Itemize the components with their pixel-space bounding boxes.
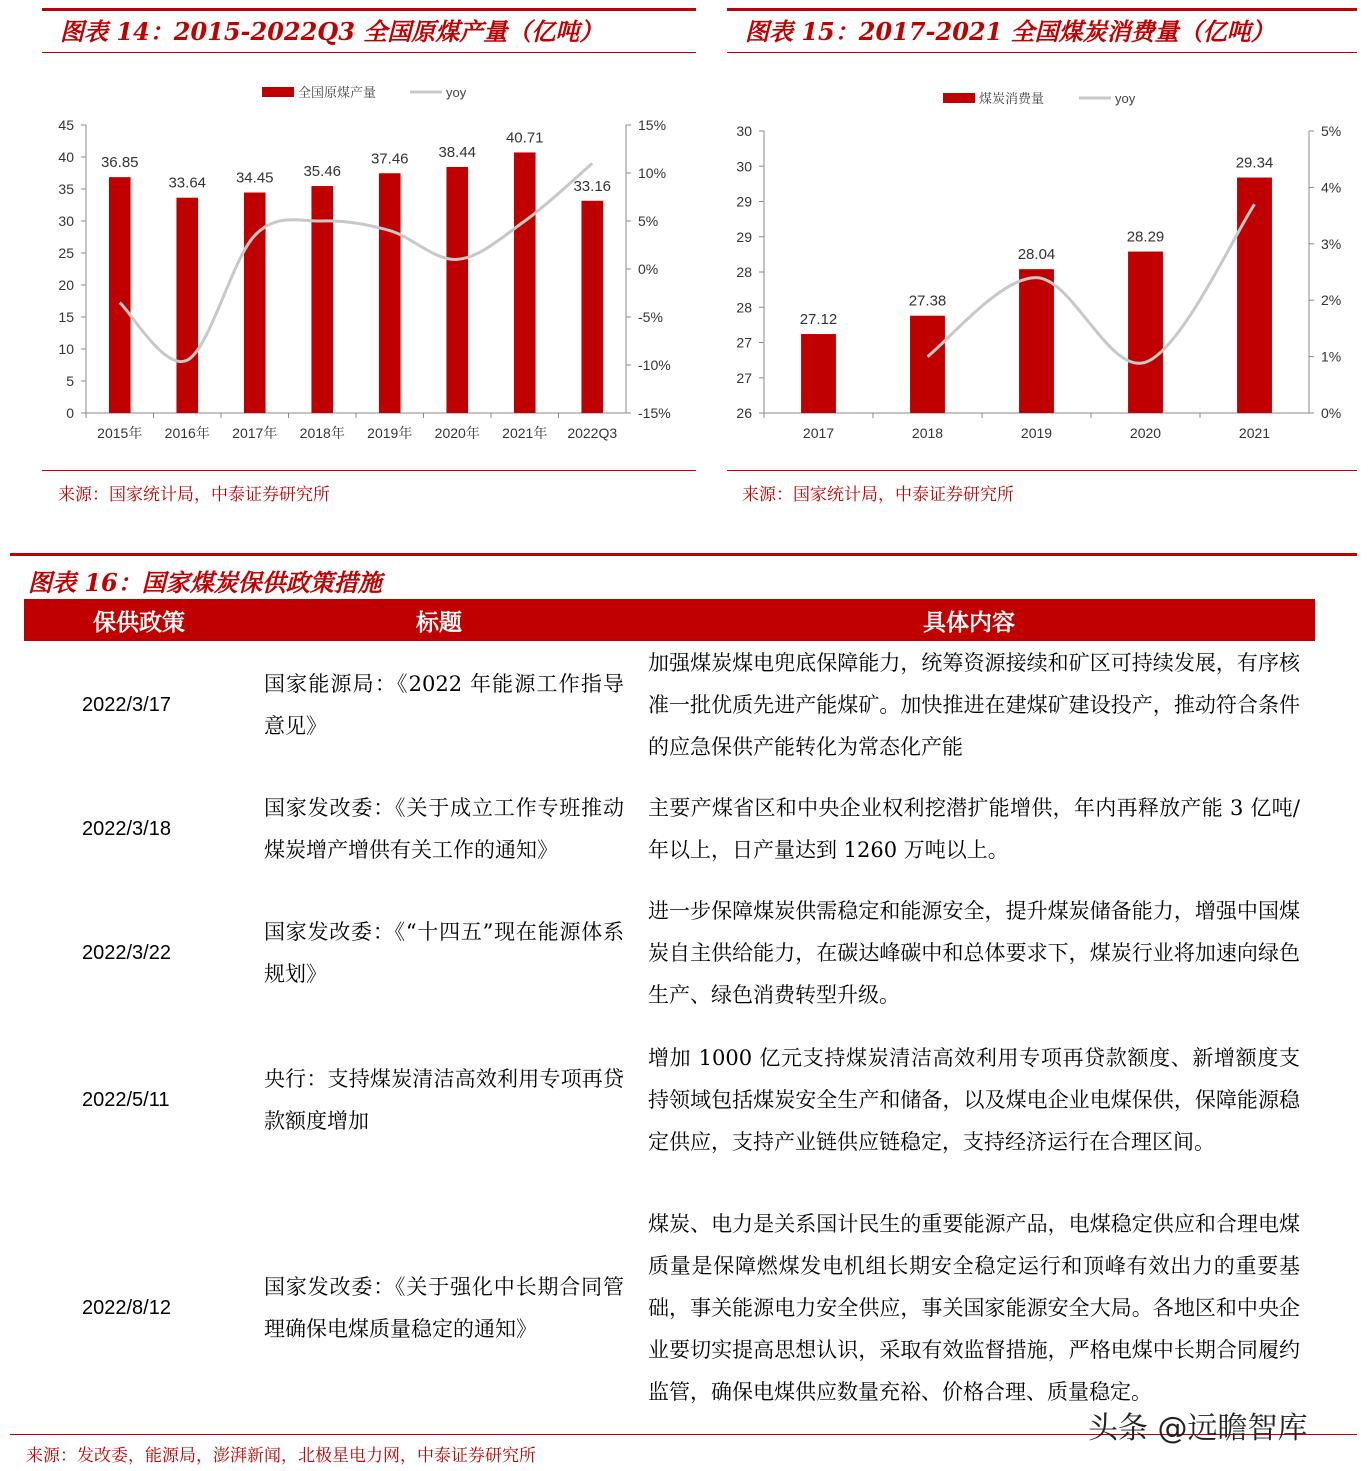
bar bbox=[244, 193, 266, 413]
fig14-source: 来源：国家统计局，中泰证券研究所 bbox=[58, 485, 330, 505]
fig15-source: 来源：国家统计局，中泰证券研究所 bbox=[742, 485, 1014, 505]
y-tick-label: 26 bbox=[736, 405, 752, 421]
fig16-source: 来源：发改委，能源局，澎湃新闻，北极星电力网，中泰证券研究所 bbox=[26, 1446, 536, 1466]
fig14-bottom-rule bbox=[42, 470, 696, 471]
x-tick-label: 2016年 bbox=[164, 425, 210, 441]
bar-value-label: 33.16 bbox=[573, 177, 612, 195]
table-row bbox=[24, 642, 1315, 768]
bar-value-label: 38.44 bbox=[438, 143, 477, 161]
legend-bar-swatch bbox=[943, 93, 975, 103]
y-tick-label: 30 bbox=[736, 123, 752, 139]
row-title: 国家发改委：《“十四五”现在能源体系规划》 bbox=[264, 920, 624, 986]
fig16-top-rule bbox=[10, 553, 1357, 556]
y2-tick-label: 1% bbox=[1321, 348, 1342, 365]
bar-value-label: 35.46 bbox=[303, 163, 342, 181]
x-tick-label: 2020年 bbox=[434, 425, 480, 441]
row-title: 国家发改委：《关于强化中长期合同管理确保电煤质量稳定的通知》 bbox=[264, 1275, 624, 1341]
fig15-title: 图表 15：2017-2021 全国煤炭消费量（亿吨） bbox=[745, 17, 1275, 46]
y-tick-label: 28 bbox=[736, 264, 752, 280]
y-tick-label: 27 bbox=[736, 369, 752, 386]
y2-tick-label: -5% bbox=[638, 309, 663, 325]
y-tick-label: 27 bbox=[736, 334, 752, 351]
row-date: 2022/5/11 bbox=[82, 1088, 170, 1111]
bar bbox=[1128, 252, 1163, 413]
header-content: 具体内容 bbox=[923, 608, 1015, 636]
y-tick-label: 25 bbox=[58, 245, 74, 261]
table-row bbox=[24, 890, 1315, 1016]
row-title: 国家能源局：《2022 年能源工作指导意见》 bbox=[264, 672, 624, 738]
y-tick-label: 40 bbox=[58, 149, 74, 165]
y-tick-label: 28 bbox=[736, 299, 752, 316]
y-tick-label: 10 bbox=[58, 341, 74, 357]
y-tick-label: 45 bbox=[58, 117, 74, 133]
fig15-top-rule bbox=[727, 8, 1357, 11]
row-date: 2022/3/17 bbox=[82, 693, 171, 716]
bar-value-label: 27.12 bbox=[799, 311, 838, 329]
legend-line-label: yoy bbox=[1115, 91, 1136, 106]
bar bbox=[109, 177, 131, 413]
row-date: 2022/3/22 bbox=[82, 941, 171, 964]
y2-tick-label: 4% bbox=[1321, 179, 1342, 196]
fig14-chart bbox=[42, 60, 696, 470]
bar bbox=[1019, 269, 1054, 413]
header-title: 标题 bbox=[416, 608, 462, 636]
fig15-chart bbox=[727, 60, 1357, 470]
x-tick-label: 2022Q3 bbox=[567, 425, 618, 441]
x-tick-label: 2015年 bbox=[97, 425, 143, 441]
legend-bar-label: 煤炭消费量 bbox=[979, 91, 1045, 106]
fig14-title: 图表 14：2015-2022Q3 全国原煤产量（亿吨） bbox=[60, 17, 604, 46]
fig14-title-rule bbox=[42, 52, 696, 53]
table-header bbox=[24, 599, 1315, 641]
y2-tick-label: 5% bbox=[638, 213, 659, 229]
fig15-title-rule bbox=[727, 52, 1357, 53]
y2-tick-label: 3% bbox=[1321, 235, 1342, 252]
table-row bbox=[24, 766, 1315, 892]
y2-tick-label: 0% bbox=[638, 261, 659, 277]
row-content: 加强煤炭煤电兜底保障能力，统筹资源接续和矿区可持续发展，有序核准一批优质先进产能煤矿。加快推进在建煤矿建设投产，推动符合条件的应急保供产能转化为常态化产能 bbox=[648, 651, 1300, 759]
bar bbox=[581, 201, 603, 413]
bar-value-label: 40.71 bbox=[505, 129, 544, 147]
x-tick-label: 2021年 bbox=[502, 425, 548, 441]
bar-value-label: 28.04 bbox=[1017, 246, 1056, 264]
bar bbox=[514, 152, 536, 413]
watermark: 头条 @远瞻智库 bbox=[1088, 1411, 1308, 1446]
y2-tick-label: 5% bbox=[1321, 123, 1342, 139]
row-date: 2022/8/12 bbox=[82, 1296, 171, 1319]
row-content: 增加 1000 亿元支持煤炭清洁高效利用专项再贷款额度、新增额度支持领域包括煤炭安全生产和储备，以及煤电企业电煤保供，保障能源稳定供应，支持产业链供应链稳定，支持经济运行在合理区间。 bbox=[648, 1046, 1300, 1154]
bar bbox=[446, 167, 468, 413]
y-tick-label: 20 bbox=[58, 277, 74, 293]
bar-value-label: 28.29 bbox=[1126, 228, 1165, 246]
legend-line-label: yoy bbox=[446, 85, 467, 100]
bar-value-label: 37.46 bbox=[370, 150, 409, 168]
y-tick-label: 30 bbox=[736, 158, 752, 175]
legend-bar-swatch bbox=[262, 87, 294, 97]
bar bbox=[1237, 178, 1272, 413]
x-tick-label: 2018年 bbox=[299, 425, 345, 441]
bar bbox=[176, 198, 198, 413]
bar-value-label: 36.85 bbox=[100, 154, 139, 172]
row-title: 央行：支持煤炭清洁高效利用专项再贷款额度增加 bbox=[264, 1067, 624, 1133]
yoy-line bbox=[928, 204, 1255, 363]
row-date: 2022/3/18 bbox=[82, 817, 171, 840]
x-tick-label: 2017 bbox=[802, 425, 835, 441]
y2-tick-label: 10% bbox=[638, 165, 667, 181]
table-row bbox=[24, 1182, 1315, 1434]
bar bbox=[801, 334, 836, 413]
y2-tick-label: 0% bbox=[1321, 405, 1342, 421]
bar-value-label: 27.38 bbox=[908, 292, 947, 310]
legend-bar-label: 全国原煤产量 bbox=[298, 85, 377, 100]
y2-tick-label: 2% bbox=[1321, 292, 1342, 309]
x-tick-label: 2019 bbox=[1020, 425, 1053, 441]
y-tick-label: 30 bbox=[58, 213, 74, 229]
bar-value-label: 33.64 bbox=[168, 174, 207, 192]
y-tick-label: 15 bbox=[58, 309, 74, 325]
y2-tick-label: -10% bbox=[638, 357, 671, 373]
bar-value-label: 29.34 bbox=[1235, 154, 1274, 172]
row-content: 进一步保障煤炭供需稳定和能源安全，提升煤炭储备能力，增强中国煤炭自主供给能力，在碳达峰碳中和总体要求下，煤炭行业将加速向绿色生产、绿色消费转型升级。 bbox=[648, 899, 1300, 1007]
x-tick-label: 2020 bbox=[1129, 425, 1162, 441]
y-tick-label: 0 bbox=[66, 405, 74, 421]
row-content: 煤炭、电力是关系国计民生的重要能源产品，电煤稳定供应和合理电煤质量是保障燃煤发电机组长期安全稳定运行和顶峰有效出力的重要基础，事关能源电力安全供应，事关国家能源安全大局。各地区和中央企业要切实提高思想认识，采取有效监督措施，严格电煤中长期合同履约监管，确保电煤供应数量充裕、价格合理、质量稳定。 bbox=[648, 1212, 1300, 1404]
row-title: 国家发改委：《关于成立工作专班推动煤炭增产增供有关工作的通知》 bbox=[264, 796, 624, 862]
bar-value-label: 34.45 bbox=[235, 169, 274, 187]
y-tick-label: 5 bbox=[66, 373, 74, 389]
fig14-top-rule bbox=[42, 8, 696, 11]
table-row bbox=[24, 1016, 1315, 1184]
bar bbox=[910, 316, 945, 413]
row-content: 主要产煤省区和中央企业权利挖潜扩能增供，年内再释放产能 3 亿吨/年以上，日产量达到 1260 万吨以上。 bbox=[648, 796, 1300, 862]
y2-tick-label: 15% bbox=[638, 117, 667, 133]
x-tick-label: 2021 bbox=[1238, 425, 1271, 441]
fig15-bottom-rule bbox=[727, 470, 1357, 471]
x-tick-label: 2017年 bbox=[232, 425, 278, 441]
x-tick-label: 2019年 bbox=[367, 425, 413, 441]
y2-tick-label: -15% bbox=[638, 405, 671, 421]
header-policy: 保供政策 bbox=[93, 608, 185, 636]
y-tick-label: 29 bbox=[736, 228, 752, 245]
y-tick-label: 35 bbox=[58, 181, 74, 197]
bar bbox=[379, 173, 401, 413]
fig16-title: 图表 16：国家煤炭保供政策措施 bbox=[28, 568, 382, 597]
y-tick-label: 29 bbox=[736, 193, 752, 210]
x-tick-label: 2018 bbox=[911, 425, 944, 441]
